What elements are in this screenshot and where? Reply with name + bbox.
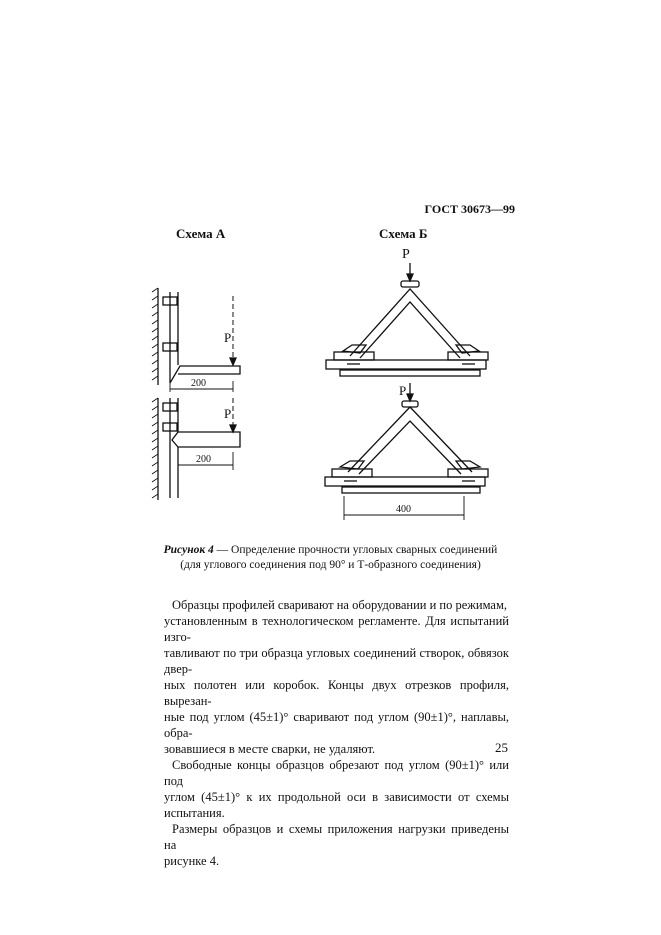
- paragraph-1-line-5: ные под углом (45±1)° сваривают под углом (90±1)°, наплавы, обра-: [164, 710, 509, 740]
- page-number: 25: [495, 740, 508, 755]
- paragraph-2-line-1: Свободные концы образцов обрезают под углом (90±1)° или под: [164, 758, 509, 788]
- paragraph-1-line-2: установленным в технологическом регламенте. Для испытаний изго-: [164, 614, 509, 644]
- scheme-b-bottom-assembly: [325, 383, 488, 520]
- paragraph-2-line-2: углом (45±1)° к их продольной оси в зависимости от схемы испытания.: [164, 790, 509, 820]
- load-label-a-bottom: P: [224, 406, 232, 421]
- paragraph-1-line-4: ных полотен или коробок. Концы двух отрезков профиля, вырезан-: [164, 678, 509, 708]
- paragraph-1: [164, 597, 509, 757]
- scheme-a-label: Схема А: [176, 226, 226, 241]
- paragraph-3-line-1: Размеры образцов и схемы приложения нагрузки приведены на: [164, 822, 509, 852]
- dimension-a-top: 200: [191, 378, 206, 389]
- paragraph-3: [164, 821, 509, 869]
- dimension-a-bottom: 200: [196, 454, 211, 465]
- caption-rest: — Определение прочности угловых сварных соединений: [213, 544, 498, 556]
- caption-lead: Рисунок 4: [163, 544, 214, 556]
- paragraph-1-line-1: Образцы профилей сваривают на оборудовании и по режимам,: [172, 598, 508, 612]
- load-label-b-top: P: [402, 247, 410, 262]
- scheme-b-top-assembly: [326, 263, 488, 376]
- scheme-b-label: Схема Б: [379, 226, 428, 241]
- standard-code: ГОСТ 30673—99: [424, 202, 515, 216]
- figure-caption: [0, 543, 661, 573]
- paragraph-1-line-3: тавливают по три образца угловых соединений створок, обвязок двер-: [164, 646, 509, 676]
- paragraph-2: [164, 757, 509, 821]
- load-label-a-top: P: [224, 330, 232, 345]
- load-label-b-bottom: P: [399, 383, 407, 398]
- caption-line-2: (для углового соединения под 90° и Т-образного соединения): [180, 559, 481, 571]
- paragraph-3-line-2: рисунке 4.: [164, 854, 220, 868]
- dimension-b-bottom: 400: [396, 504, 411, 515]
- paragraph-1-line-6: зовавшиеся в месте сварки, не удаляют.: [164, 742, 376, 756]
- body-text: [164, 597, 509, 869]
